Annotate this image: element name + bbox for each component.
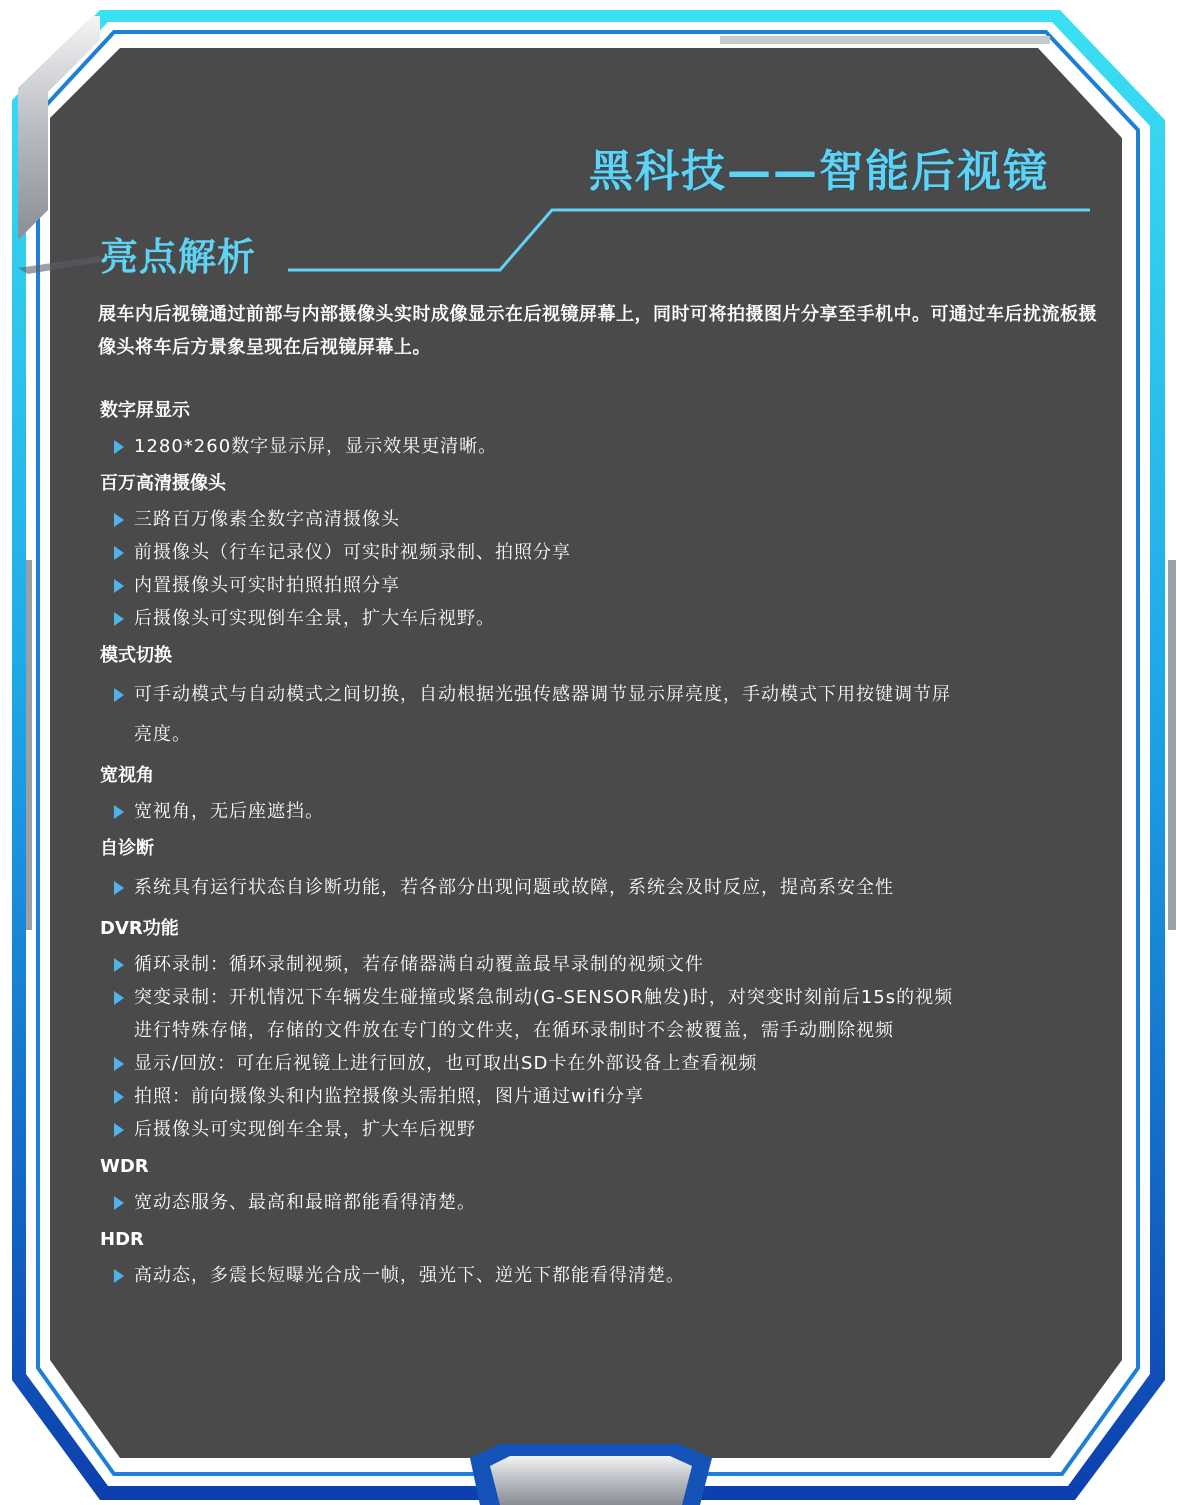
feature-item	[100, 1113, 1000, 1146]
feature-item-text: 高动态，多震长短曝光合成一帧，强光下、逆光下都能看得清楚。	[134, 1265, 685, 1286]
feature-item	[100, 981, 964, 1047]
feature-item-text: 后摄像头可实现倒车全景，扩大车后视野	[134, 1119, 476, 1140]
feature-title: HDR	[100, 1229, 144, 1250]
feature-item-text: 三路百万像素全数字高清摄像头	[134, 509, 400, 530]
triangle-bullet-icon	[114, 1090, 124, 1104]
feature-title: 模式切换	[100, 645, 172, 666]
feature-item-text: 突变录制：开机情况下车辆发生碰撞或紧急制动(G-SENSOR触发)时，对突变时刻前后15s的视频进行特殊存储，存储的文件放在专门的文件夹，在循环录制时不会被覆盖，需手动删除视频	[134, 987, 954, 1041]
feature-title: 宽视角	[100, 765, 154, 786]
feature-section	[100, 398, 1000, 463]
feature-section	[100, 1227, 1000, 1292]
feature-item-text: 循环录制：循环录制视频，若存储器满自动覆盖最早录制的视频文件	[134, 954, 704, 975]
feature-item	[100, 536, 1000, 569]
feature-item	[100, 1186, 1000, 1219]
triangle-bullet-icon	[114, 440, 124, 454]
feature-item-text: 内置摄像头可实时拍照拍照分享	[134, 575, 400, 596]
feature-section	[100, 1154, 1000, 1219]
triangle-bullet-icon	[114, 881, 124, 895]
feature-item	[100, 948, 1000, 981]
triangle-bullet-icon	[114, 612, 124, 626]
feature-item-text: 宽视角，无后座遮挡。	[134, 801, 324, 822]
feature-item	[100, 602, 1000, 635]
feature-title: 自诊断	[100, 838, 154, 859]
feature-item-text: 可手动模式与自动模式之间切换，自动根据光强传感器调节显示屏亮度，手动模式下用按键调节屏亮度。	[134, 684, 951, 745]
feature-item	[100, 1080, 1000, 1113]
feature-item-text: 系统具有运行状态自诊断功能，若各部分出现问题或故障，系统会及时反应，提高系安全性	[134, 877, 894, 898]
feature-title: 数字屏显示	[100, 400, 190, 421]
feature-item	[100, 1259, 1000, 1292]
feature-title: 百万高清摄像头	[100, 473, 226, 494]
triangle-bullet-icon	[114, 579, 124, 593]
feature-section	[100, 916, 1000, 1146]
feature-section	[100, 763, 1000, 828]
feature-item	[100, 1047, 1000, 1080]
feature-item	[100, 675, 954, 755]
feature-item-text: 宽动态服务、最高和最暗都能看得清楚。	[134, 1192, 476, 1213]
triangle-bullet-icon	[114, 805, 124, 819]
feature-item	[100, 795, 1000, 828]
feature-section	[100, 643, 1000, 755]
feature-title: DVR功能	[100, 918, 179, 939]
feature-item-text: 1280*260数字显示屏，显示效果更清晰。	[134, 436, 498, 457]
triangle-bullet-icon	[114, 991, 124, 1005]
triangle-bullet-icon	[114, 1057, 124, 1071]
feature-section	[100, 836, 1000, 908]
triangle-bullet-icon	[114, 546, 124, 560]
triangle-bullet-icon	[114, 688, 124, 702]
feature-item	[100, 503, 1000, 536]
feature-item-text: 显示/回放：可在后视镜上进行回放，也可取出SD卡在外部设备上查看视频	[134, 1053, 758, 1074]
section-heading: 亮点解析	[100, 235, 257, 279]
feature-item	[100, 569, 1000, 602]
triangle-bullet-icon	[114, 1123, 124, 1137]
feature-item-text: 后摄像头可实现倒车全景，扩大车后视野。	[134, 608, 495, 629]
triangle-bullet-icon	[114, 1196, 124, 1210]
triangle-bullet-icon	[114, 958, 124, 972]
page-title: 黑科技——智能后视镜	[589, 146, 1049, 197]
feature-title: WDR	[100, 1156, 149, 1177]
triangle-bullet-icon	[114, 513, 124, 527]
feature-item	[100, 868, 964, 908]
triangle-bullet-icon	[114, 1269, 124, 1283]
feature-item-text: 拍照：前向摄像头和内监控摄像头需拍照，图片通过wifi分享	[134, 1086, 645, 1107]
feature-item	[100, 430, 1000, 463]
feature-section	[100, 471, 1000, 635]
feature-item-text: 前摄像头（行车记录仪）可实时视频录制、拍照分享	[134, 542, 571, 563]
intro-paragraph: 展车内后视镜通过前部与内部摄像头实时成像显示在后视镜屏幕上，同时可将拍摄图片分享至手机中。可通过车后扰流板摄像头将车后方景象呈现在后视镜屏幕上。	[98, 304, 1097, 358]
feature-list	[100, 398, 1000, 1300]
